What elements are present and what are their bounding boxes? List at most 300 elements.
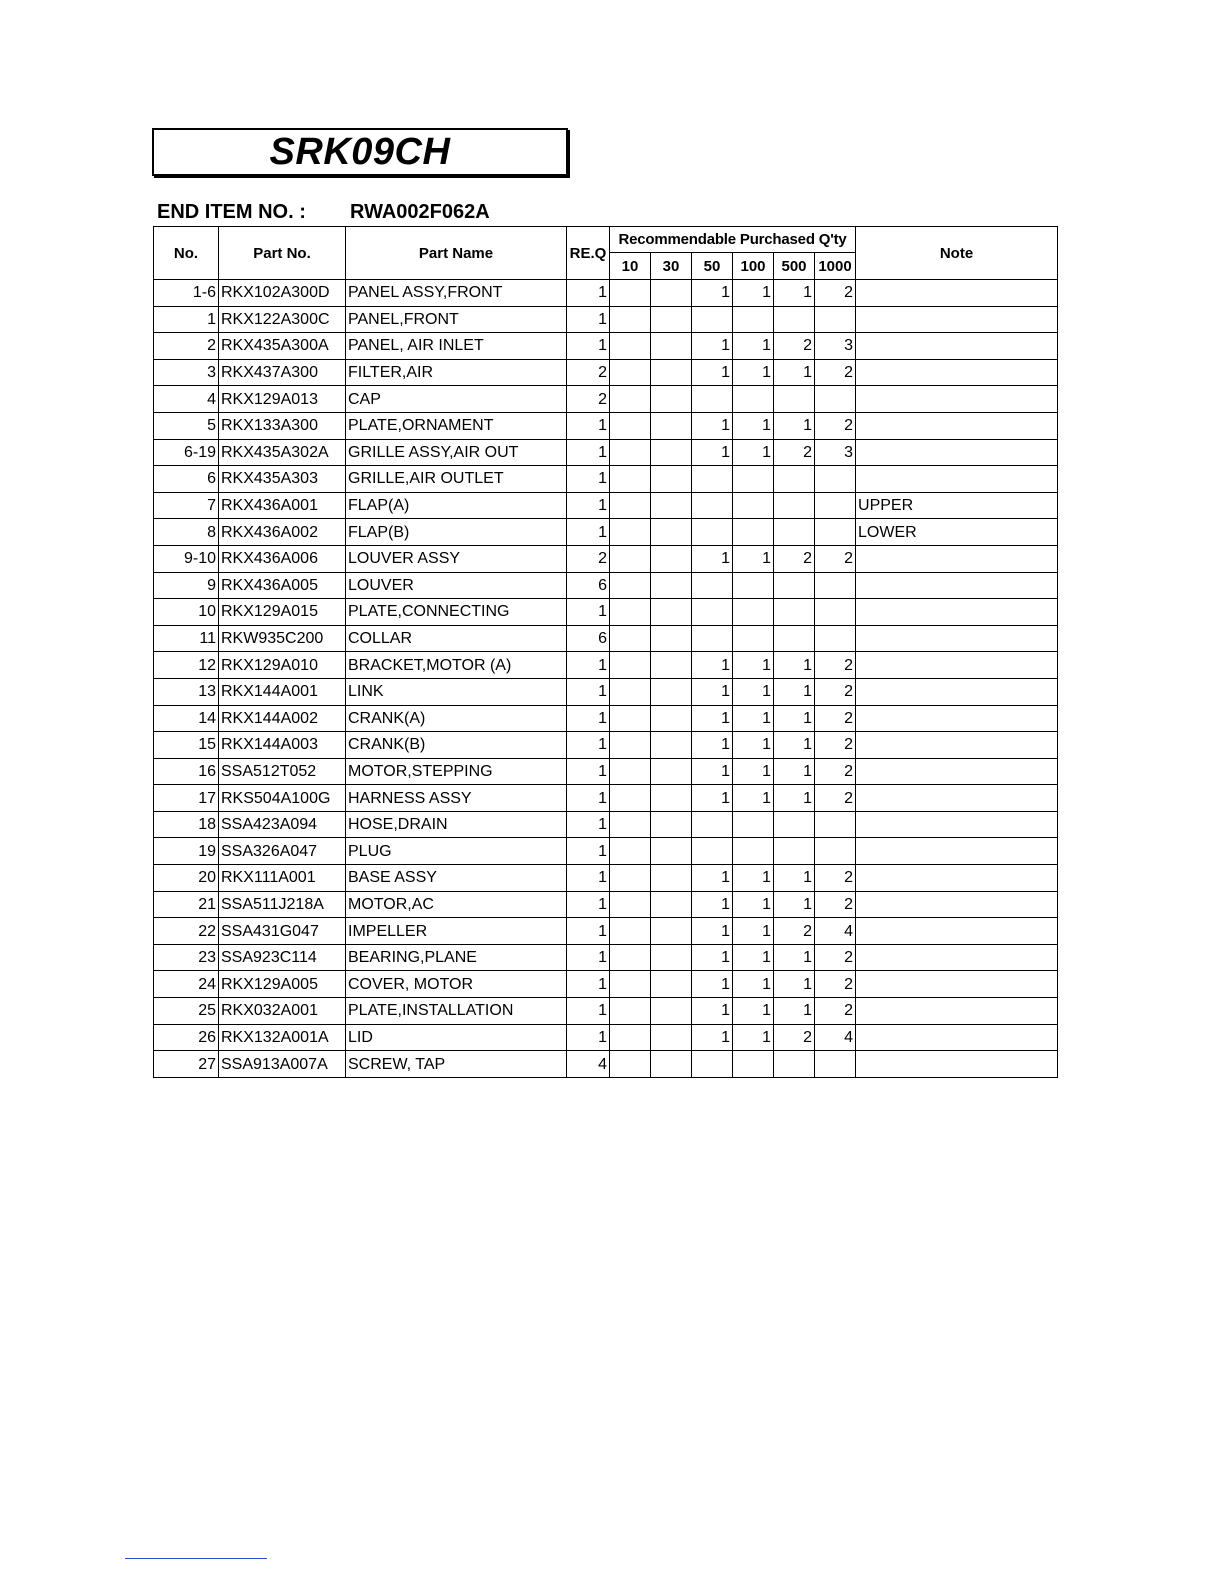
cell-qty-500: 1 (774, 705, 815, 732)
cell-no: 24 (154, 971, 219, 998)
table-row (154, 625, 1058, 652)
table-row (154, 519, 1058, 546)
cell-qty-30 (651, 492, 692, 519)
cell-note (856, 838, 1058, 865)
cell-part-name: MOTOR,AC (346, 891, 567, 918)
cell-qty-1000: 2 (815, 280, 856, 307)
cell-part-name: PANEL,FRONT (346, 306, 567, 333)
table-row (154, 732, 1058, 759)
cell-no: 11 (154, 625, 219, 652)
cell-qty-10 (610, 705, 651, 732)
header-qty-10: 10 (610, 253, 651, 280)
cell-qty-100 (733, 811, 774, 838)
cell-qty-50 (692, 466, 733, 493)
cell-qty-1000 (815, 599, 856, 626)
cell-note (856, 545, 1058, 572)
cell-part-name: HOSE,DRAIN (346, 811, 567, 838)
cell-req: 2 (567, 386, 610, 413)
cell-qty-500 (774, 572, 815, 599)
table-row (154, 998, 1058, 1025)
cell-qty-1000 (815, 492, 856, 519)
table-row (154, 758, 1058, 785)
cell-req: 1 (567, 838, 610, 865)
cell-note (856, 1024, 1058, 1051)
cell-qty-10 (610, 545, 651, 572)
cell-qty-50 (692, 1051, 733, 1078)
cell-qty-10 (610, 758, 651, 785)
cell-qty-500: 1 (774, 412, 815, 439)
cell-qty-1000: 4 (815, 918, 856, 945)
cell-qty-100: 1 (733, 412, 774, 439)
end-item-value: RWA002F062A (350, 201, 490, 223)
table-row (154, 386, 1058, 413)
cell-part-no: RKX435A302A (219, 439, 346, 466)
parts-table (153, 226, 1058, 1078)
cell-no: 16 (154, 758, 219, 785)
cell-qty-500: 1 (774, 732, 815, 759)
cell-qty-500: 1 (774, 758, 815, 785)
cell-qty-30 (651, 386, 692, 413)
cell-qty-100: 1 (733, 280, 774, 307)
cell-qty-10 (610, 944, 651, 971)
cell-qty-100: 1 (733, 705, 774, 732)
cell-part-no: RKX129A010 (219, 652, 346, 679)
cell-qty-1000: 2 (815, 998, 856, 1025)
cell-qty-500: 2 (774, 1024, 815, 1051)
cell-part-no: RKX435A303 (219, 466, 346, 493)
cell-note (856, 1051, 1058, 1078)
cell-no: 17 (154, 785, 219, 812)
table-row (154, 865, 1058, 892)
cell-qty-1000: 3 (815, 333, 856, 360)
cell-note (856, 732, 1058, 759)
cell-qty-500: 1 (774, 359, 815, 386)
cell-note (856, 998, 1058, 1025)
cell-qty-30 (651, 838, 692, 865)
cell-no: 10 (154, 599, 219, 626)
cell-note: LOWER (856, 519, 1058, 546)
cell-part-no: RKX436A002 (219, 519, 346, 546)
header-part-no: Part No. (219, 227, 346, 280)
cell-qty-50: 1 (692, 785, 733, 812)
cell-qty-30 (651, 412, 692, 439)
cell-part-no: RKX437A300 (219, 359, 346, 386)
cell-req: 1 (567, 785, 610, 812)
cell-no: 23 (154, 944, 219, 971)
cell-part-no: RKX102A300D (219, 280, 346, 307)
cell-qty-500 (774, 811, 815, 838)
cell-note (856, 891, 1058, 918)
cell-qty-100 (733, 625, 774, 652)
cell-note (856, 971, 1058, 998)
cell-qty-50 (692, 811, 733, 838)
cell-req: 1 (567, 865, 610, 892)
cell-qty-50 (692, 492, 733, 519)
cell-req: 1 (567, 705, 610, 732)
cell-part-no: RKX122A300C (219, 306, 346, 333)
table-row (154, 652, 1058, 679)
cell-qty-1000 (815, 811, 856, 838)
table-row (154, 705, 1058, 732)
cell-qty-100 (733, 838, 774, 865)
cell-qty-10 (610, 785, 651, 812)
cell-qty-1000: 2 (815, 359, 856, 386)
cell-no: 5 (154, 412, 219, 439)
cell-qty-100: 1 (733, 998, 774, 1025)
cell-qty-500: 1 (774, 678, 815, 705)
cell-part-name: BEARING,PLANE (346, 944, 567, 971)
cell-qty-500: 2 (774, 333, 815, 360)
cell-part-no: RKX111A001 (219, 865, 346, 892)
cell-qty-100: 1 (733, 758, 774, 785)
cell-qty-500: 1 (774, 891, 815, 918)
table-row (154, 439, 1058, 466)
cell-qty-50 (692, 838, 733, 865)
cell-part-no: RKX435A300A (219, 333, 346, 360)
cell-part-no: SSA326A047 (219, 838, 346, 865)
cell-no: 13 (154, 678, 219, 705)
cell-qty-100 (733, 466, 774, 493)
footer-line (125, 1558, 267, 1559)
cell-note (856, 466, 1058, 493)
cell-req: 1 (567, 412, 610, 439)
cell-qty-10 (610, 412, 651, 439)
cell-qty-50: 1 (692, 545, 733, 572)
cell-qty-10 (610, 572, 651, 599)
cell-qty-500 (774, 306, 815, 333)
cell-qty-1000 (815, 519, 856, 546)
cell-qty-30 (651, 705, 692, 732)
cell-qty-100 (733, 492, 774, 519)
cell-qty-100: 1 (733, 785, 774, 812)
cell-qty-500 (774, 492, 815, 519)
cell-qty-30 (651, 678, 692, 705)
cell-qty-1000: 2 (815, 732, 856, 759)
cell-req: 1 (567, 492, 610, 519)
cell-qty-50 (692, 519, 733, 546)
cell-qty-100: 1 (733, 652, 774, 679)
cell-qty-500 (774, 625, 815, 652)
cell-qty-30 (651, 652, 692, 679)
cell-part-name: CAP (346, 386, 567, 413)
cell-part-no: RKX129A013 (219, 386, 346, 413)
cell-part-name: BASE ASSY (346, 865, 567, 892)
cell-qty-10 (610, 1024, 651, 1051)
cell-qty-500 (774, 599, 815, 626)
cell-part-name: PLATE,INSTALLATION (346, 998, 567, 1025)
header-recommended-qty: Recommendable Purchased Q'ty (610, 227, 856, 253)
cell-req: 1 (567, 891, 610, 918)
cell-no: 1-6 (154, 280, 219, 307)
cell-qty-50: 1 (692, 732, 733, 759)
cell-qty-500 (774, 386, 815, 413)
cell-req: 1 (567, 971, 610, 998)
cell-part-no: RKS504A100G (219, 785, 346, 812)
cell-part-no: SSA511J218A (219, 891, 346, 918)
cell-qty-1000: 2 (815, 785, 856, 812)
cell-no: 12 (154, 652, 219, 679)
header-qty-50: 50 (692, 253, 733, 280)
cell-req: 1 (567, 280, 610, 307)
cell-qty-10 (610, 998, 651, 1025)
cell-note (856, 386, 1058, 413)
cell-qty-10 (610, 439, 651, 466)
cell-qty-30 (651, 1024, 692, 1051)
cell-no: 8 (154, 519, 219, 546)
cell-req: 1 (567, 944, 610, 971)
cell-note (856, 758, 1058, 785)
cell-qty-100: 1 (733, 891, 774, 918)
table-row (154, 1051, 1058, 1078)
cell-qty-50: 1 (692, 359, 733, 386)
table-row (154, 599, 1058, 626)
cell-qty-10 (610, 1051, 651, 1078)
cell-qty-30 (651, 333, 692, 360)
cell-qty-50: 1 (692, 333, 733, 360)
cell-qty-500 (774, 838, 815, 865)
table-row (154, 811, 1058, 838)
cell-qty-500 (774, 1051, 815, 1078)
cell-qty-500 (774, 519, 815, 546)
cell-qty-500: 1 (774, 280, 815, 307)
cell-part-name: PLUG (346, 838, 567, 865)
cell-qty-10 (610, 971, 651, 998)
cell-qty-1000: 2 (815, 865, 856, 892)
table-row (154, 838, 1058, 865)
cell-note (856, 678, 1058, 705)
cell-note (856, 918, 1058, 945)
cell-part-no: RKX129A005 (219, 971, 346, 998)
cell-qty-30 (651, 891, 692, 918)
model-title: SRK09CH (269, 130, 451, 173)
header-qty-30: 30 (651, 253, 692, 280)
cell-qty-100 (733, 1051, 774, 1078)
cell-qty-10 (610, 625, 651, 652)
header-note: Note (856, 227, 1058, 280)
table-row (154, 359, 1058, 386)
header-qty-100: 100 (733, 253, 774, 280)
cell-qty-100: 1 (733, 944, 774, 971)
cell-qty-30 (651, 466, 692, 493)
cell-qty-100: 1 (733, 359, 774, 386)
cell-qty-1000 (815, 572, 856, 599)
cell-qty-30 (651, 865, 692, 892)
header-qty-1000: 1000 (815, 253, 856, 280)
table-row (154, 1024, 1058, 1051)
cell-qty-1000: 2 (815, 758, 856, 785)
cell-qty-10 (610, 333, 651, 360)
cell-note (856, 811, 1058, 838)
cell-part-no: RKX436A005 (219, 572, 346, 599)
cell-no: 26 (154, 1024, 219, 1051)
cell-req: 1 (567, 652, 610, 679)
cell-req: 1 (567, 599, 610, 626)
cell-qty-10 (610, 359, 651, 386)
cell-qty-100: 1 (733, 333, 774, 360)
cell-qty-500: 2 (774, 918, 815, 945)
cell-no: 7 (154, 492, 219, 519)
cell-qty-1000: 2 (815, 652, 856, 679)
cell-note (856, 625, 1058, 652)
cell-qty-30 (651, 811, 692, 838)
cell-qty-10 (610, 918, 651, 945)
cell-req: 1 (567, 811, 610, 838)
cell-qty-10 (610, 306, 651, 333)
cell-no: 14 (154, 705, 219, 732)
cell-req: 2 (567, 359, 610, 386)
cell-qty-50: 1 (692, 891, 733, 918)
cell-qty-50 (692, 599, 733, 626)
cell-part-no: RKX132A001A (219, 1024, 346, 1051)
cell-qty-50: 1 (692, 758, 733, 785)
table-row (154, 306, 1058, 333)
cell-note (856, 652, 1058, 679)
cell-qty-100: 1 (733, 865, 774, 892)
cell-req: 1 (567, 519, 610, 546)
cell-req: 1 (567, 998, 610, 1025)
cell-part-name: LOUVER (346, 572, 567, 599)
cell-qty-30 (651, 280, 692, 307)
cell-qty-30 (651, 625, 692, 652)
cell-part-name: LINK (346, 678, 567, 705)
cell-part-name: FLAP(A) (346, 492, 567, 519)
table-row (154, 944, 1058, 971)
cell-qty-30 (651, 918, 692, 945)
cell-qty-50 (692, 572, 733, 599)
cell-req: 1 (567, 439, 610, 466)
cell-no: 22 (154, 918, 219, 945)
table-row (154, 678, 1058, 705)
cell-note: UPPER (856, 492, 1058, 519)
table-row (154, 785, 1058, 812)
cell-part-name: FLAP(B) (346, 519, 567, 546)
cell-qty-1000 (815, 386, 856, 413)
cell-no: 21 (154, 891, 219, 918)
cell-qty-30 (651, 732, 692, 759)
cell-qty-10 (610, 652, 651, 679)
cell-qty-50 (692, 306, 733, 333)
end-item-label: END ITEM NO. : (157, 201, 306, 223)
cell-req: 1 (567, 1024, 610, 1051)
cell-part-no: RKX032A001 (219, 998, 346, 1025)
cell-part-name: MOTOR,STEPPING (346, 758, 567, 785)
cell-qty-30 (651, 572, 692, 599)
table-row (154, 333, 1058, 360)
cell-part-name: SCREW, TAP (346, 1051, 567, 1078)
cell-no: 3 (154, 359, 219, 386)
header-part-name: Part Name (346, 227, 567, 280)
table-row (154, 891, 1058, 918)
cell-no: 1 (154, 306, 219, 333)
cell-qty-1000: 2 (815, 545, 856, 572)
table-row (154, 971, 1058, 998)
cell-part-name: FILTER,AIR (346, 359, 567, 386)
cell-note (856, 306, 1058, 333)
cell-qty-50: 1 (692, 865, 733, 892)
cell-qty-30 (651, 306, 692, 333)
cell-part-name: COVER, MOTOR (346, 971, 567, 998)
cell-qty-30 (651, 1051, 692, 1078)
cell-qty-1000: 2 (815, 944, 856, 971)
cell-qty-100 (733, 599, 774, 626)
cell-note (856, 280, 1058, 307)
cell-part-no: SSA431G047 (219, 918, 346, 945)
cell-qty-30 (651, 519, 692, 546)
cell-req: 6 (567, 572, 610, 599)
cell-req: 1 (567, 333, 610, 360)
cell-no: 6 (154, 466, 219, 493)
cell-note (856, 333, 1058, 360)
cell-part-no: RKX436A001 (219, 492, 346, 519)
cell-qty-10 (610, 838, 651, 865)
parts-table-body (154, 280, 1058, 1078)
cell-qty-100 (733, 306, 774, 333)
cell-qty-30 (651, 545, 692, 572)
end-item-line (157, 201, 490, 224)
cell-part-name: IMPELLER (346, 918, 567, 945)
cell-qty-100: 1 (733, 545, 774, 572)
cell-qty-500: 1 (774, 998, 815, 1025)
table-row (154, 545, 1058, 572)
model-title-box (152, 128, 568, 176)
cell-note (856, 944, 1058, 971)
cell-qty-30 (651, 971, 692, 998)
cell-note (856, 359, 1058, 386)
cell-qty-1000: 2 (815, 705, 856, 732)
table-row (154, 466, 1058, 493)
cell-qty-50: 1 (692, 998, 733, 1025)
cell-qty-50 (692, 625, 733, 652)
cell-req: 1 (567, 918, 610, 945)
cell-qty-50: 1 (692, 678, 733, 705)
cell-qty-10 (610, 386, 651, 413)
cell-part-name: CRANK(A) (346, 705, 567, 732)
cell-qty-100: 1 (733, 439, 774, 466)
cell-qty-1000 (815, 625, 856, 652)
table-row (154, 280, 1058, 307)
cell-part-name: PANEL ASSY,FRONT (346, 280, 567, 307)
cell-qty-10 (610, 732, 651, 759)
cell-note (856, 412, 1058, 439)
cell-qty-500: 1 (774, 785, 815, 812)
cell-part-no: RKX144A003 (219, 732, 346, 759)
cell-qty-500: 2 (774, 439, 815, 466)
cell-qty-10 (610, 492, 651, 519)
cell-part-no: RKX144A002 (219, 705, 346, 732)
cell-qty-1000: 3 (815, 439, 856, 466)
cell-no: 2 (154, 333, 219, 360)
cell-note (856, 599, 1058, 626)
table-row (154, 492, 1058, 519)
cell-part-name: LID (346, 1024, 567, 1051)
cell-part-no: SSA512T052 (219, 758, 346, 785)
cell-qty-100: 1 (733, 971, 774, 998)
cell-req: 2 (567, 545, 610, 572)
cell-req: 6 (567, 625, 610, 652)
cell-note (856, 439, 1058, 466)
cell-no: 18 (154, 811, 219, 838)
cell-req: 1 (567, 678, 610, 705)
cell-qty-100: 1 (733, 732, 774, 759)
cell-qty-10 (610, 891, 651, 918)
cell-part-name: COLLAR (346, 625, 567, 652)
cell-qty-30 (651, 359, 692, 386)
cell-qty-1000 (815, 466, 856, 493)
cell-qty-1000: 4 (815, 1024, 856, 1051)
cell-qty-100 (733, 519, 774, 546)
cell-part-name: GRILLE,AIR OUTLET (346, 466, 567, 493)
cell-qty-30 (651, 785, 692, 812)
